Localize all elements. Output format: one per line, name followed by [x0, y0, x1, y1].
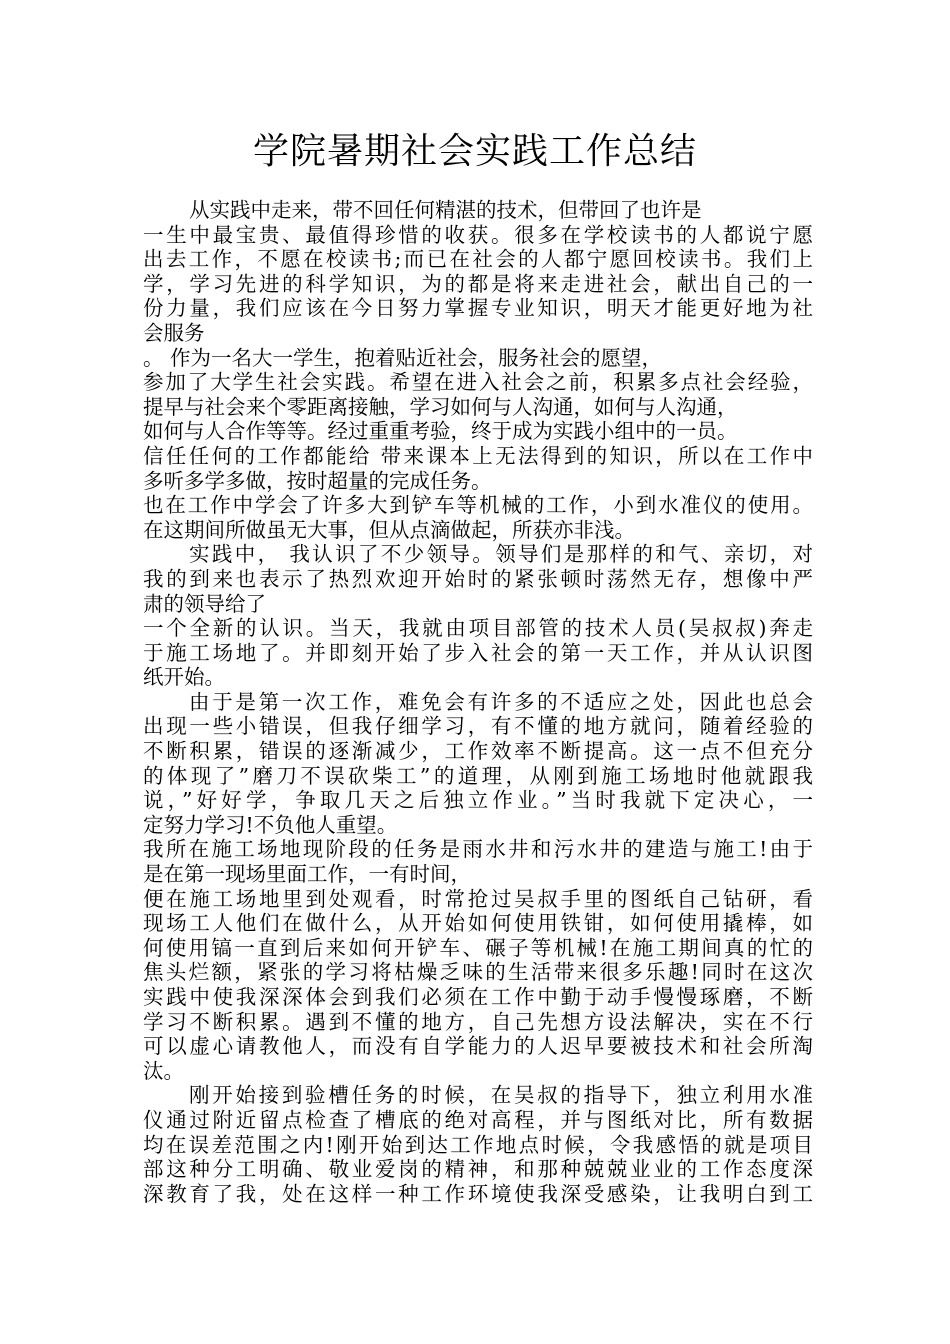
body-line: 汰。: [143, 1058, 184, 1083]
body-line: 我的到来也表示了热烈欢迎开始时的紧张顿时荡然无存，想像中严: [143, 566, 813, 591]
body-line: 焦头烂额，紧张的学习将枯燥乏味的生活带来很多乐趣!同时在这次: [143, 960, 813, 985]
body-line: 学习不断积累。遇到不懂的地方，自己先想方设法解决，实在不行: [143, 1009, 813, 1034]
body-line: 信任任何的工作都能给 带来课本上无法得到的知识，所以在工作中: [143, 443, 813, 468]
body-line: 实践中使我深深体会到我们必须在工作中勤于动手慢慢琢磨，不断: [143, 985, 813, 1009]
body-line: 一个全新的认识。当天，我就由项目部管的技术人员(吴叔叔)奔走: [143, 616, 813, 641]
body-line: 定努力学习!不负他人重望。: [143, 812, 398, 837]
body-line: 何使用镐一直到后来如何开铲车、碾子等机械!在施工期间真的忙的: [143, 935, 813, 960]
body-line: 不断积累，错误的逐渐减少，工作效率不断提高。这一点不但充分: [143, 739, 813, 764]
body-line: 提早与社会来个零距离接触，学习如何与人沟通，如何与人沟通，: [143, 394, 738, 419]
body-line: 是在第一现场里面工作，一有时间，: [143, 862, 471, 887]
body-line: 会服务: [143, 320, 205, 345]
body-line: 于施工场地了。并即刻开始了步入社会的第一天工作，并从认识图: [143, 640, 813, 665]
body-line: 多听多学多做，按时超量的完成任务。: [143, 468, 492, 493]
body-line: 出现一些小错误，但我仔细学习，有不懂的地方就问，随着经验的: [143, 714, 813, 739]
body-line: 可以虚心请教他人，而没有自学能力的人迟早要被技术和社会所淘: [143, 1034, 813, 1059]
body-line: 出去工作，不愿在校读书;而已在社会的人都宁愿回校读书。我们上: [143, 247, 813, 272]
body-line: 仪通过附近留点检查了槽底的绝对高程，并与图纸对比，所有数据: [143, 1107, 813, 1132]
body-line: 在这期间所做虽无大事，但从点滴做起，所获亦非浅。: [143, 517, 635, 542]
body-line: 深教育了我，处在这样一种工作环境使我深受感染，让我明白到工: [143, 1181, 813, 1206]
body-line: 均在误差范围之内!刚开始到达工作地点时候，令我感悟的就是项目: [143, 1132, 813, 1157]
document-title: 学院暑期社会实践工作总结: [252, 131, 697, 172]
body-line: 学，学习先进的科学知识，为的都是将来走进社会，献出自己的一: [143, 271, 813, 296]
body-line: 一生中最宝贵、最值得珍惜的收获。很多在学校读书的人都说宁愿: [143, 222, 813, 247]
body-line: 实践中， 我认识了不少领导。领导们是那样的和气、亲切，对: [189, 542, 813, 567]
body-line: 如何与人合作等等。经过重重考验，终于成为实践小组中的一员。: [143, 419, 738, 444]
body-line: 部这种分工明确、敬业爱岗的精神，和那种兢兢业业的工作态度深: [143, 1157, 813, 1182]
body-line: 刚开始接到验槽任务的时候，在吴叔的指导下，独立利用水准: [189, 1083, 813, 1108]
body-line: 现场工人他们在做什么，从开始如何使用铁钳，如何使用撬棒，如: [143, 911, 813, 936]
body-line: 也在工作中学会了许多大到铲车等机械的工作，小到水准仪的使用。: [143, 493, 813, 518]
body-line: 的体现了”磨刀不误砍柴工”的道理，从刚到施工场地时他就跟我: [143, 763, 813, 788]
body-line: 我所在施工场地现阶段的任务是雨水井和污水井的建造与施工!由于: [143, 837, 813, 862]
body-line: 纸开始。: [143, 665, 225, 690]
body-line: 肃的领导给了: [143, 591, 266, 616]
body-line: 份力量，我们应该在今日努力掌握专业知识，明天才能更好地为社: [143, 296, 813, 321]
body-line: 从实践中走来，带不回任何精湛的技术，但带回了也许是: [189, 198, 702, 222]
document-body: [143, 198, 813, 1206]
body-line: 由于是第一次工作，难免会有许多的不适应之处，因此也总会: [189, 689, 813, 714]
body-line: 。 作为一名大一学生，抱着贴近社会，服务社会的愿望，: [143, 345, 663, 370]
body-line: 说，”好好学，争取几天之后独立作业。”当时我就下定决心，一: [143, 788, 813, 813]
body-line: 便在施工场地里到处观看，时常抢过吴叔手里的图纸自己钻研，看: [143, 886, 813, 911]
body-line: 参加了大学生社会实践。希望在进入社会之前，积累多点社会经验，: [143, 370, 813, 395]
